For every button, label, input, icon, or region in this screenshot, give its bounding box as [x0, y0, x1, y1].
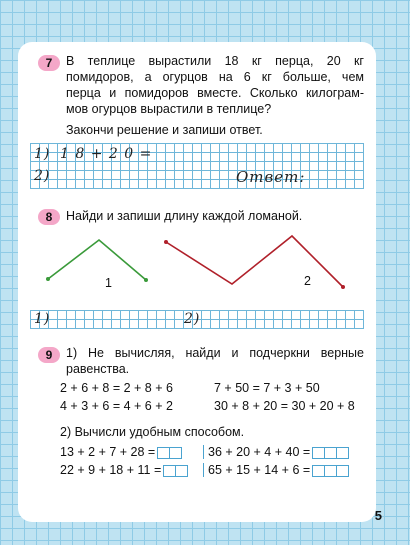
- equality-3[interactable]: 4 + 3 + 6 = 4 + 6 + 2: [60, 399, 173, 413]
- sum-4-answer-box[interactable]: [312, 465, 349, 477]
- sum-3-answer-box[interactable]: [163, 465, 188, 477]
- task-7-row-1-expression: 1 8 + 2 0 =: [60, 146, 153, 162]
- task-8-text: Найди и запиши длину каждой ломаной.: [66, 209, 303, 223]
- polyline-1-start-point: [46, 277, 50, 281]
- sum-row-2: [203, 445, 349, 459]
- sum-1-answer-box[interactable]: [157, 447, 182, 459]
- task-7-answer-label: Ответ:: [236, 168, 306, 186]
- task-9-part-1-line-2: равенства.: [66, 362, 130, 376]
- task-7-line-2: помидоров, а огурцов на 6 кг больше, чем: [66, 70, 364, 84]
- page-number: 5: [374, 508, 382, 523]
- task-7-badge: 7: [38, 55, 60, 71]
- task-9-badge: 9: [38, 347, 60, 363]
- sum-row-4: [203, 463, 349, 477]
- polyline-1-end-point: [144, 278, 148, 282]
- sum-2-answer-box[interactable]: [312, 447, 349, 459]
- task-9-part-2-title: 2) Вычисли удобным способом.: [60, 425, 245, 439]
- polyline-2-label: 2: [304, 274, 311, 288]
- sum-4-expression: 65 + 15 + 14 + 6 =: [208, 463, 311, 477]
- polyline-2: [166, 236, 343, 287]
- task-7-instruction: Закончи решение и запиши ответ.: [66, 123, 263, 137]
- sum-2-expression: 36 + 20 + 4 + 40 =: [208, 445, 311, 459]
- task-7-line-3: перца и помидоров вместе. Сколько килограм-: [66, 86, 364, 100]
- task-7-line-4: мов огурцов вырастили в теплице?: [66, 102, 272, 116]
- sum-1-expression: 13 + 2 + 7 + 28 =: [60, 445, 156, 459]
- polyline-1-label: 1: [105, 276, 112, 290]
- task-7-row-1-label: 1): [34, 146, 51, 162]
- task-9-part-1-line-1: 1) Не вычисляя, найди и подчеркни верные: [66, 346, 364, 360]
- task-8-answer-2-label: 2): [184, 311, 201, 327]
- polyline-2-end-point: [341, 285, 345, 289]
- equality-1[interactable]: 2 + 6 + 8 = 2 + 8 + 6: [60, 381, 173, 395]
- task-8-answer-1-label: 1): [34, 311, 51, 327]
- polyline-1: [48, 240, 146, 280]
- polyline-2-start-point: [164, 240, 168, 244]
- sum-row-1: [60, 445, 182, 459]
- sum-3-expression: 22 + 9 + 18 + 11 =: [60, 463, 162, 477]
- equality-4[interactable]: 30 + 8 + 20 = 30 + 20 + 8: [214, 399, 355, 413]
- task-8-badge: 8: [38, 209, 60, 225]
- equality-2[interactable]: 7 + 50 = 7 + 3 + 50: [214, 381, 320, 395]
- task-7-row-2-label: 2): [34, 168, 51, 184]
- task-7-line-1: В теплице вырастили 18 кг перца, 20 кг: [66, 54, 364, 68]
- sum-row-3: [60, 463, 188, 477]
